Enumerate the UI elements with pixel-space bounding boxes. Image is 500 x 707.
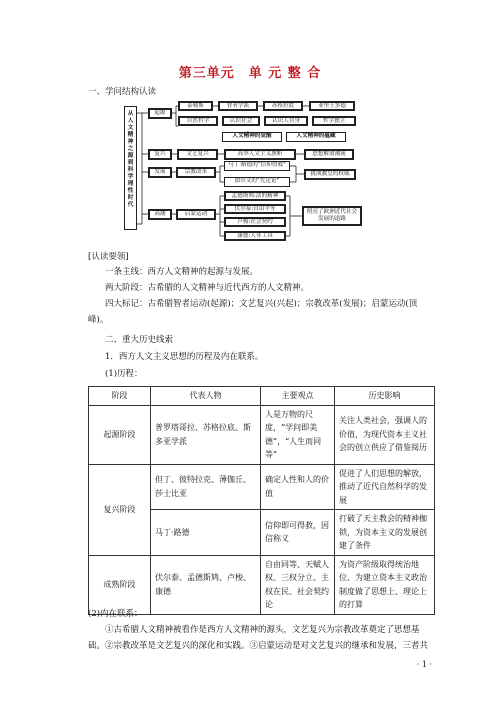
- stage1-node: 苏格拉底: [263, 101, 303, 111]
- table-header-cell: 主要观点: [261, 387, 335, 406]
- section-heading-clues: 二、重大历史线索: [105, 335, 174, 345]
- stage1-node: 泰勒斯: [178, 101, 213, 111]
- reading-heading: [认读要领]: [88, 252, 129, 262]
- stage1-node: 认识人自身: [264, 116, 308, 126]
- table-row: [89, 464, 435, 510]
- stage2-result: 高举人文主义旗帜: [224, 149, 296, 160]
- stage3-item: 马丁·路德的“信仰得救”: [224, 161, 290, 171]
- stage4-item: 卢梭:社会契约: [224, 217, 286, 227]
- table-cell-stage: 成熟阶段: [89, 555, 151, 614]
- table-cell-people: 马丁·路德: [151, 510, 261, 556]
- stage2-effect: 思想解放潮流: [304, 149, 354, 160]
- page-title: 第三单元 单 元 整 合: [178, 66, 322, 81]
- stage4-node: 启蒙运动: [176, 209, 216, 220]
- knowledge-structure-diagram: [118, 104, 418, 250]
- reading-line-marks: 四大标记：古希腊智者运动(起源)；文艺复兴(兴起)；宗教改革(发展)；启蒙运动(顶峰)。: [88, 299, 418, 325]
- table-cell-view: 自由同等、天赋人权、三权分立、主权在民、社会契约论: [261, 555, 335, 614]
- table-cell-view: 人是万物的尺度，“学问即美德”，“人生而同等”: [261, 405, 335, 464]
- table-cell-stage: 复兴阶段: [89, 464, 151, 555]
- stage1-result: 人文精神的觉醒: [222, 132, 282, 142]
- diagram-main-theme: 从人文精神之源到科学理性时代: [124, 106, 137, 230]
- stage-development-label: 发展: [148, 167, 172, 178]
- table-cell-stage: 起源阶段: [89, 405, 151, 464]
- table-cell-people: 但丁、彼特拉克、薄伽丘、莎士比亚: [151, 464, 261, 510]
- table-cell-impact: 关注人类社会，强调人的价值，为现代资本主义社会的创立供应了借鉴阅历: [335, 405, 435, 464]
- history-table: [88, 386, 435, 615]
- table-cell-view: 信仰即可得救，因信称义: [261, 510, 335, 556]
- table-header-row: [89, 387, 435, 406]
- stage-origin-label: 起源: [148, 108, 172, 119]
- stage4-item: 伏尔泰:自由平等: [224, 204, 286, 214]
- stage3-node: 宗教改革: [176, 167, 216, 178]
- stage-peak-label: 高潮: [148, 209, 172, 220]
- reading-line-mainline: 一条主线：西方人文精神的起源与发展。: [105, 267, 259, 277]
- subheading-1: 1．西方人文主义思想的历程及内在联系。: [105, 352, 264, 362]
- table-row: [89, 405, 435, 464]
- stage-revival-label: 复兴: [148, 149, 172, 160]
- table-cell-people: 伏尔泰、孟德斯鸠、卢梭、康德: [151, 555, 261, 614]
- page-number: · 1 ·: [416, 660, 432, 669]
- section-heading-structure: 一、学问结构认读: [88, 87, 157, 97]
- reading-line-stages: 两大阶段：古希腊的人文精神与近代西方的人文精神。: [105, 283, 310, 293]
- inner-connection-paragraph: ①古希腊人文精神被看作是西方人文精神的源头，文艺复兴为宗教改革奠定了思想基础。②宗教改革是文艺复兴的深化和实践。③启蒙运动是对文艺复兴的继承和发展，三者共: [88, 625, 429, 651]
- stage4-effect: [302, 206, 362, 226]
- table-cell-view: 确定人性和人的价值: [261, 464, 335, 510]
- stage1-node: 亚里士多德: [309, 101, 355, 111]
- table-header-cell: 阶段: [89, 387, 151, 406]
- table-cell-impact: 为资产阶级取得统治地位、为建立资本主义政治制度做了思想上、理论上的打算: [335, 555, 435, 614]
- stage1-node: 认识社会: [222, 116, 260, 126]
- stage1-result: 人文精神的蕴藏: [286, 132, 346, 142]
- stage3-item: 加尔文的“先定论”: [224, 177, 290, 187]
- stage4-effect-line: 发展的道路: [318, 215, 346, 222]
- stage1-node: 自然哲学: [178, 116, 218, 126]
- stage1-node: 哲学独立: [312, 116, 356, 126]
- stage2-node: 文艺复兴: [177, 149, 218, 160]
- table-header-cell: 代表人物: [151, 387, 261, 406]
- stage3-effect: 挑战教皇的权威: [304, 169, 356, 180]
- stage4-item: 康德:人非工具: [224, 231, 286, 241]
- stage4-effect-line: 照亮了欧洲近代社会: [306, 209, 358, 215]
- table-cell-people: 普罗塔哥拉、苏格拉底、斯多亚学派: [151, 405, 261, 464]
- subheading-1a: (1)历程：: [105, 369, 143, 379]
- subheading-1b: (2)内在联系：: [88, 609, 143, 619]
- table-cell-impact: 打破了天主教会的精神枷锁，为资本主义的发展创建了条件: [335, 510, 435, 556]
- table-header-cell: 历史影响: [335, 387, 435, 406]
- stage1-node: 智者学派: [218, 101, 258, 111]
- table-cell-impact: 促进了人们思想的解放，推动了近代自然科学的发展: [335, 464, 435, 510]
- stage4-item: 孟德斯鸠:法的精神: [224, 191, 286, 201]
